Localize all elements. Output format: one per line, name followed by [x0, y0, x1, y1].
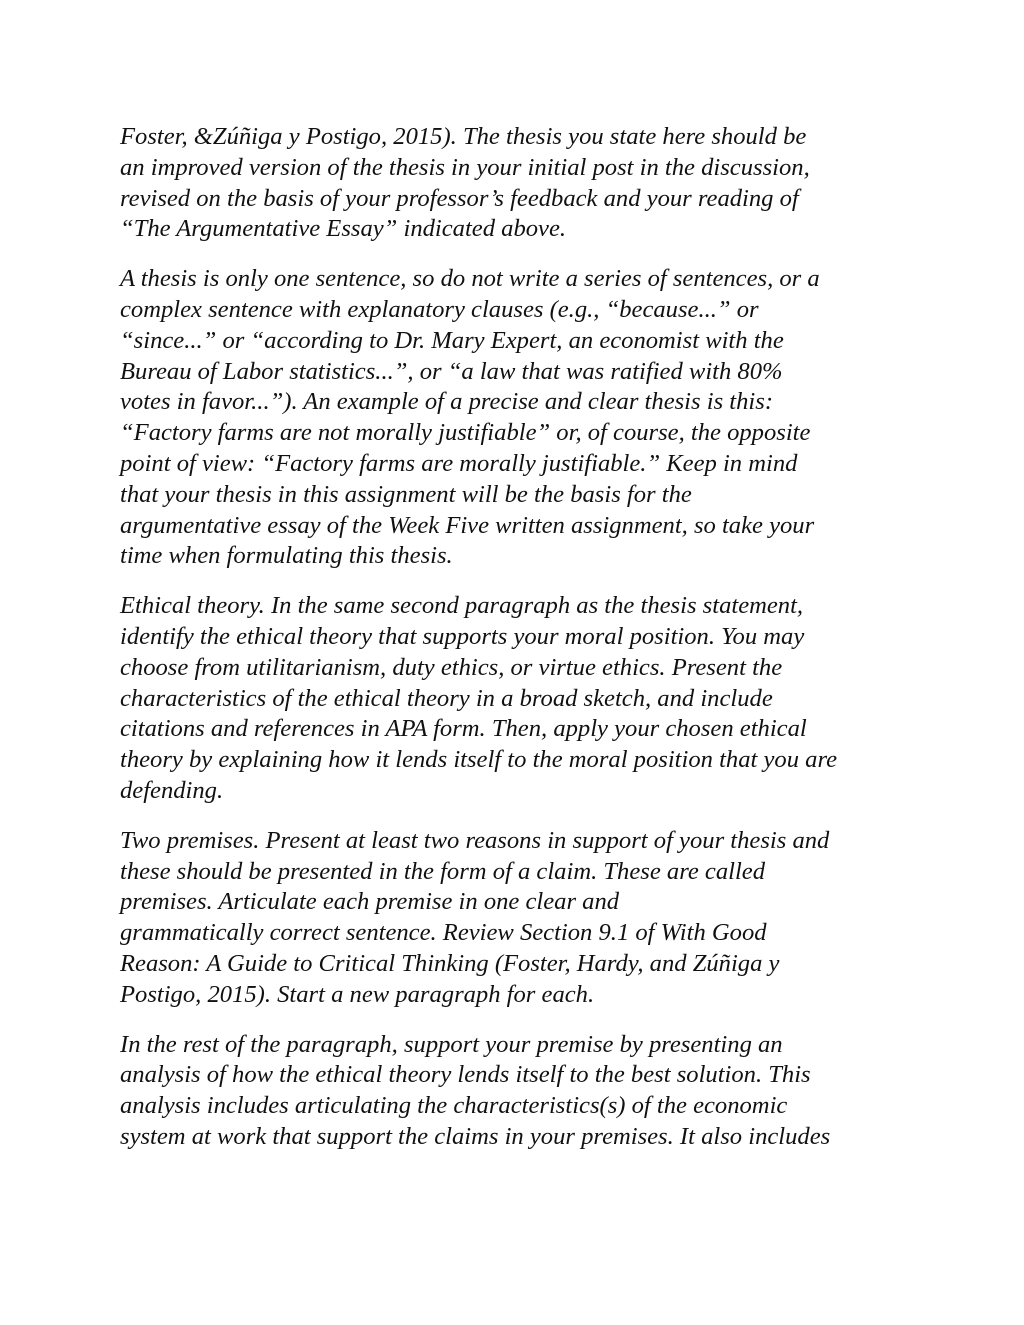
paragraph-two-premises: Two premises. Present at least two reasons in support of your thesis and these should be presented in the form of a claim. These are called premises. Articulate each premise in one clear and grammatically correct sentence. Review Section 9.1 of With Good Reason: A Guide to Critical Thinking (Foster, Hardy, and Zúñiga y Postigo, 2015). Start a new paragraph for each. [120, 826, 830, 1008]
paragraph-thesis-revision: Foster, &Zúñiga y Postigo, 2015). The thesis you state here should be an improved version of the thesis in your initial post in the discussion, revised on the basis of your professor’s feedback and your reading of “The Argumentative Essay” indicated above. [120, 123, 810, 243]
paragraph-premise-support: In the rest of the paragraph, support your premise by presenting an analysis of how the ethical theory lends itself to the best solution. This analysis includes articulating the characteristics(s) of the economic system at work that support the claims in your premises. It also includes [120, 1030, 831, 1150]
document-page [120, 122, 920, 1172]
paragraph-ethical-theory: Ethical theory. In the same second paragraph as the thesis statement, identify the ethical theory that supports your moral position. You may choose from utilitarianism, duty ethics, or virtue ethics. Present the characteristics of the ethical theory in a broad sketch, and include citations and references in APA form. Then, apply your chosen ethical theory by explaining how it lends itself to the moral position that you are defending. [120, 592, 838, 804]
paragraph-thesis-single-sentence: A thesis is only one sentence, so do not write a series of sentences, or a complex sentence with explanatory clauses (e.g., “because...” or “since...” or “according to Dr. Mary Expert, an economist with the Bureau of Labor statistics...”, or “a law that was ratified with 80% votes in favor...”). An example of a precise and clear thesis is this: “Factory farms are not morally justifiable” or, of course, the opposite point of view: “Factory farms are morally justifiable.” Keep in mind that your thesis in this assignment will be the basis for the argumentative essay of the Week Five written assignment, so take your time when formulating this thesis. [120, 265, 820, 570]
